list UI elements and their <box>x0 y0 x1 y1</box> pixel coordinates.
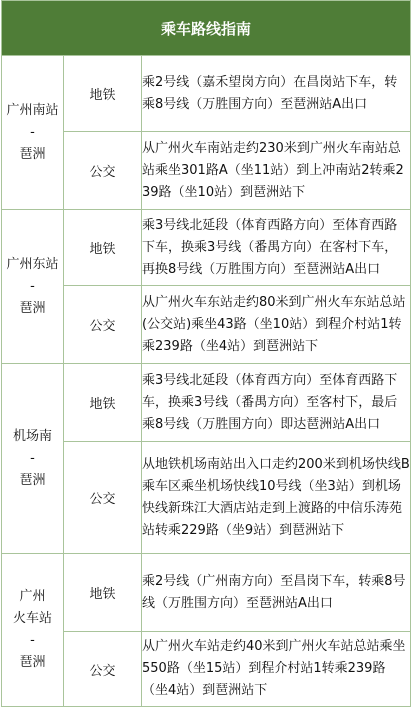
table-row <box>2 632 411 707</box>
mode-label-metro: 地铁 <box>64 364 142 442</box>
route-name-line: 广州东站 <box>6 256 59 272</box>
table-row <box>2 56 411 132</box>
route-name-line: - <box>30 450 35 466</box>
table-row <box>2 210 411 286</box>
mode-label-metro: 地铁 <box>64 56 142 132</box>
route-name-cell <box>2 364 64 554</box>
route-name-line: - <box>30 124 35 140</box>
metro-directions: 乘3号线北延段（体育西路方向）至体育西路下车，换乘3号线（番禺方向）在客村下车，再换8号线（万胜围方向）至琶洲站A出口 <box>142 210 411 286</box>
route-name-line: 广州南站 <box>6 102 59 118</box>
route-name-line: - <box>30 278 35 294</box>
route-name-cell <box>2 56 64 210</box>
mode-label-metro: 地铁 <box>64 210 142 286</box>
metro-directions: 乘2号线（嘉禾望岗方向）在昌岗站下车，转乘8号线（万胜围方向）至琶洲站A出口 <box>142 56 411 132</box>
metro-directions: 乘3号线北延段（体育西方向）至体育西路下车，换乘3号线（番禺方向）至客村下，最后乘8号线（万胜围方向）即达琶洲站A出口 <box>142 364 411 442</box>
mode-label-bus: 公交 <box>64 132 142 210</box>
route-name-cell <box>2 210 64 364</box>
route-name-cell <box>2 554 64 707</box>
route-name-line: 琶洲 <box>19 300 46 316</box>
bus-directions: 从广州火车东站走约80米到广州火车东站总站(公交站)乘坐43路（坐10站）到程介村站1转乘239路（坐4站）到琶洲站下 <box>142 286 411 364</box>
route-guide-table <box>1 0 411 707</box>
bus-directions: 从地铁机场南站出入口走约200米到机场快线B乘车区乘坐机场快线10号线（坐3站）到机场快线新珠江大酒店站走到上渡路的中信乐涛苑站转乘229路（坐9站）到琶洲站下 <box>142 442 411 554</box>
route-name-line: 广州 <box>19 589 46 604</box>
title-row <box>2 1 411 56</box>
mode-label-bus: 公交 <box>64 286 142 364</box>
table-row <box>2 286 411 364</box>
route-name-line: 琶洲 <box>19 146 46 162</box>
metro-directions: 乘2号线（广州南方向）至昌岗下车，转乘8号线（万胜围方向）至琶洲站A出口 <box>142 554 411 632</box>
bus-directions: 从广州火车站走约40米到广州火车站总站乘坐550路（坐15站）到程介村站1转乘239路（坐4站）到琶洲站下 <box>142 632 411 707</box>
page-title: 乘车路线指南 <box>2 1 411 56</box>
bus-directions: 从广州火车南站走约230米到广州火车南站总站乘坐301路A（坐11站）到上冲南站2转乘239路（坐10站）到琶洲站下 <box>142 132 411 210</box>
route-name-line: 机场南 <box>12 428 52 444</box>
table-row <box>2 554 411 632</box>
route-name-line: - <box>30 633 35 648</box>
table-row <box>2 442 411 554</box>
mode-label-bus: 公交 <box>64 632 142 707</box>
route-name-line: 琶洲 <box>19 472 46 488</box>
mode-label-bus: 公交 <box>64 442 142 554</box>
mode-label-metro: 地铁 <box>64 554 142 632</box>
route-name-line: 琶洲 <box>19 655 46 670</box>
route-guide <box>1 0 411 707</box>
route-name-line: 火车站 <box>12 611 52 626</box>
table-row <box>2 364 411 442</box>
table-row <box>2 132 411 210</box>
